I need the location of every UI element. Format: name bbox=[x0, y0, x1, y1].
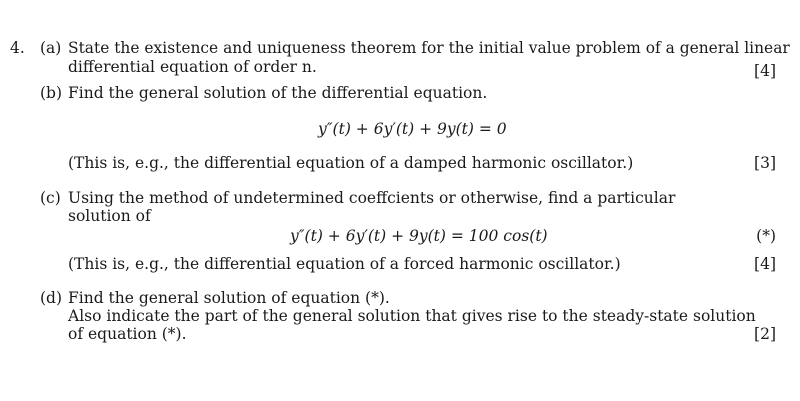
part-c-note: (This is, e.g., the differential equation of a forced harmonic oscillator.) bbox=[68, 255, 621, 273]
part-b-label: (b) bbox=[40, 84, 63, 102]
part-b-equation: y″(t) + 6y′(t) + 9y(t) = 0 bbox=[318, 120, 507, 138]
part-a-marks: [4] bbox=[754, 62, 776, 80]
part-c-equation: y″(t) + 6y′(t) + 9y(t) = 100 cos(t) bbox=[290, 227, 548, 245]
part-d-line-2: Also indicate the part of the general solution that gives rise to the steady-state solution bbox=[68, 307, 756, 325]
part-c-line-1: Using the method of undetermined coeffcients or otherwise, find a particular bbox=[68, 189, 676, 207]
part-c-line-2: solution of bbox=[68, 207, 151, 225]
part-b-note: (This is, e.g., the differential equation of a damped harmonic oscillator.) bbox=[68, 154, 634, 172]
part-c-equation-tag: (*) bbox=[756, 227, 776, 245]
part-c-marks: [4] bbox=[754, 255, 776, 273]
part-a-label: (a) bbox=[40, 39, 62, 57]
part-b-marks: [3] bbox=[754, 154, 776, 172]
part-d-label: (d) bbox=[40, 289, 63, 307]
part-d-marks: [2] bbox=[754, 325, 776, 343]
part-c-label: (c) bbox=[40, 189, 61, 207]
part-d-line-1: Find the general solution of equation (*). bbox=[68, 289, 390, 307]
part-d-line-3: of equation (*). bbox=[68, 325, 187, 343]
question-number: 4. bbox=[10, 39, 25, 57]
part-a-line-1: State the existence and uniqueness theorem for the initial value problem of a general linear bbox=[68, 39, 790, 57]
part-b-line-1: Find the general solution of the differential equation. bbox=[68, 84, 488, 102]
part-a-line-2: differential equation of order n. bbox=[68, 58, 317, 76]
